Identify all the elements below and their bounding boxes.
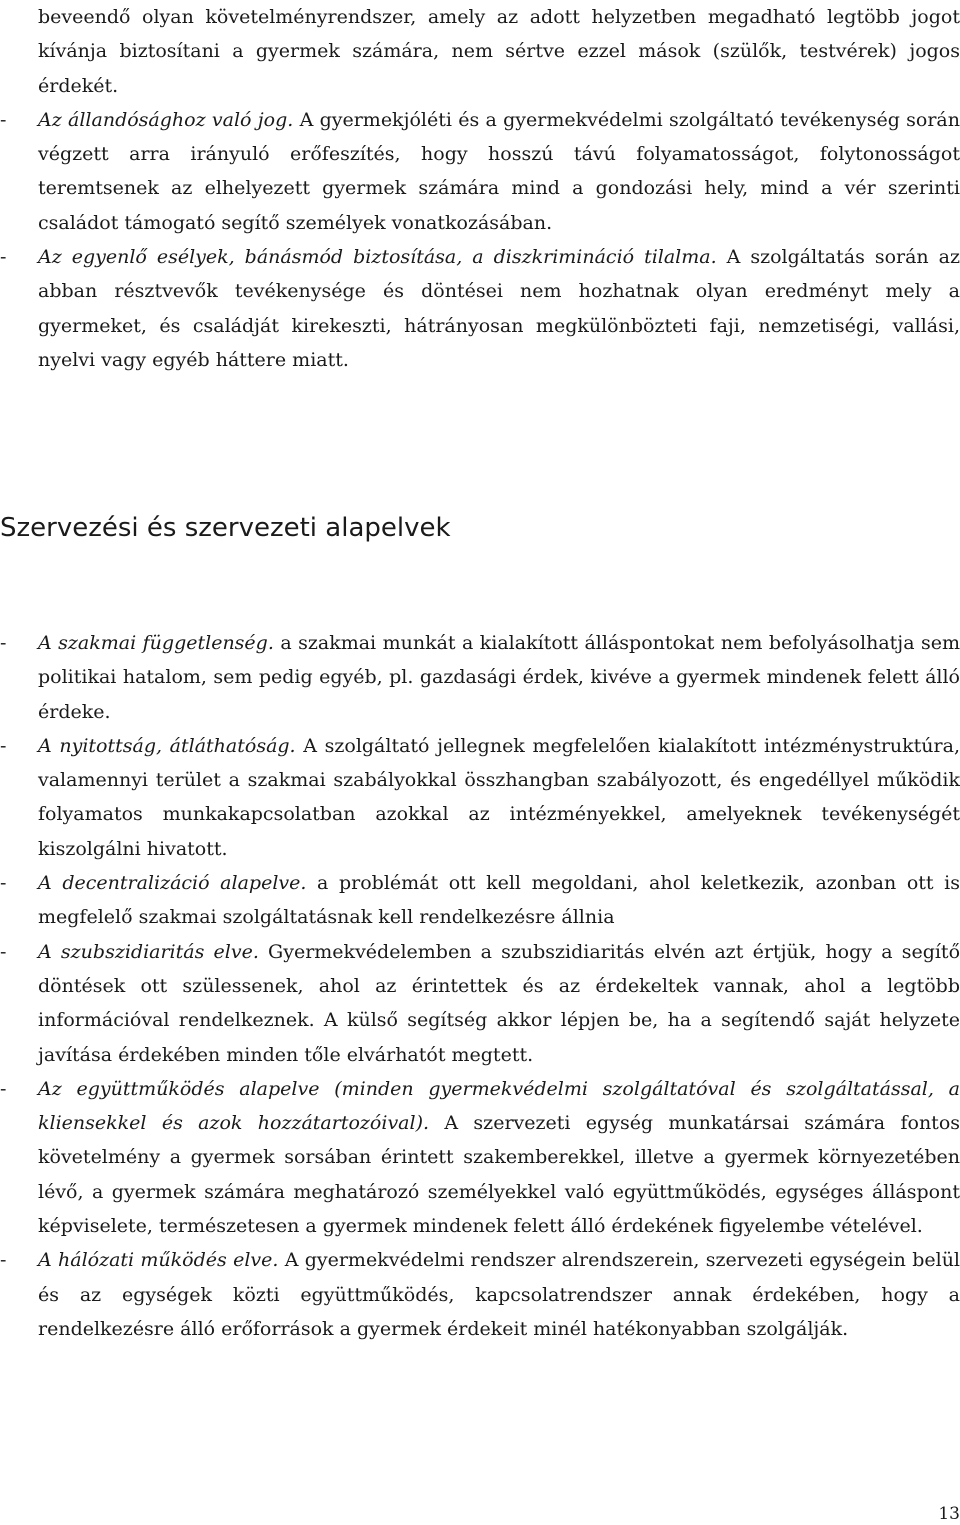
list-item-network-operation <box>0 1243 960 1346</box>
item-title: Az állandósághoz való jog. <box>38 108 294 131</box>
list-dash: - <box>0 1249 7 1272</box>
list-dash: - <box>0 632 7 654</box>
list-dash: - <box>0 734 7 757</box>
list-item-openness <box>0 729 960 866</box>
item-title: A hálózati működés elve. <box>38 1249 279 1272</box>
list-item-cooperation <box>0 1072 960 1243</box>
item-title: A szubszidiaritás elve. <box>38 940 259 963</box>
intro-paragraph: beveendő olyan követelményrendszer, amely az adott helyzetben megadható legtöbb jogot kívánja biztosítani a gyermek számára, nem sértve ezzel mások (szülők, testvérek) jogos érdekét. <box>38 6 960 97</box>
top-section <box>0 0 960 377</box>
item-title: Az egyenlő esélyek, bánásmód biztosítása, a diszkrimináció tilalma. <box>38 246 717 269</box>
item-title: Az együttműködés alapelve (minden gyermekvédelmi szolgáltatóval és szolgáltatással, a kliensekkel és azok hozzátartozóival). <box>38 1077 960 1135</box>
item-text: A szolgáltatás során az abban résztvevők tevékenysége és döntései nem hozhatnak olyan eredményt mely a gyermeket, és családját kirekeszti, hátrányosan megkülönbözteti faji, nemzetiségi, vallási, nyelvi vagy egyéb háttere miatt. <box>38 246 960 371</box>
list-dash: - <box>0 246 7 269</box>
item-title: A decentralizáció alapelve. <box>38 872 307 895</box>
item-title: A nyitottság, átláthatóság. <box>38 734 296 757</box>
list-dash: - <box>0 872 7 895</box>
list-item-permanence <box>0 103 960 240</box>
item-text: A gyermekjóléti és a gyermekvédelmi szolgáltató tevékenység során végzett arra irányuló erőfeszítés, hogy hosszú távú folyamatosságot, folytonosságot teremtsenek az elhelyezett gyermek számára mind a gondozási hely, mind a vér szerinti családot támogató segítő személyek vonatkozásában. <box>38 108 960 234</box>
item-text: A szervezeti egység munkatársai számára fontos követelmény a gyermek sorsában érintett szakemberekkel, illetve a gyermek környezetében lévő, a gyermek számára meghatározó személyekkel való együttműködés, egységes álláspont képviselete, természetesen a gyermek mindenek felett álló érdekének figyelembe vételével. <box>38 1112 960 1238</box>
principles-section <box>0 626 960 1346</box>
page-number: 13 <box>938 1504 960 1524</box>
item-text: A gyermekvédelmi rendszer alrendszerein, szervezeti egységein belül és az egységek közti együttműködés, kapcsolatrendszer annak érdekében, hogy a rendelkezésre álló erőforrások a gyermek érdekeit minél hatékonyabban szolgálják. <box>38 1249 960 1340</box>
item-text: Gyermekvédelemben a szubszidiaritás elvén azt értjük, hogy a segítő döntések ott szülessenek, ahol az érintettek és az érdekeltek vannak, ahol a legtöbb információval rendelkeznek. A külső segítség akkor lépjen be, ha a segítendő saját helyzete javítása érdekében minden tőle elvárhatót megtett. <box>38 940 960 1066</box>
item-text: a szakmai munkát a kialakított álláspontokat nem befolyásolhatja sem politikai hatalom, sem pedig egyéb, pl. gazdasági érdek, kivéve a gyermek mindenek felett álló érdeke. <box>38 632 960 723</box>
list-item-equal-opportunities <box>0 240 960 377</box>
section-heading: Szervezési és szervezeti alapelvek <box>0 513 451 543</box>
list-item-professional-independence <box>0 626 960 729</box>
item-text: a problémát ott kell megoldani, ahol keletkezik, azonban ott is megfelelő szakmai szolgáltatásnak kell rendelkezésre állnia <box>38 872 960 929</box>
item-title: A szakmai függetlenség. <box>38 632 274 654</box>
list-dash: - <box>0 940 7 963</box>
list-item-subsidiarity <box>0 935 960 1072</box>
list-item-decentralization <box>0 866 960 935</box>
list-dash: - <box>0 108 7 131</box>
item-text: A szolgáltató jellegnek megfelelően kialakított intézménystruktúra, valamennyi terület a szakmai szabályokkal összhangban szabályozott, és engedéllyel működik folyamatos munkakapcsolatban azokkal az intézményekkel, amelyeknek tevékenységét kiszolgálni hivatott. <box>38 734 960 860</box>
list-dash: - <box>0 1077 7 1100</box>
